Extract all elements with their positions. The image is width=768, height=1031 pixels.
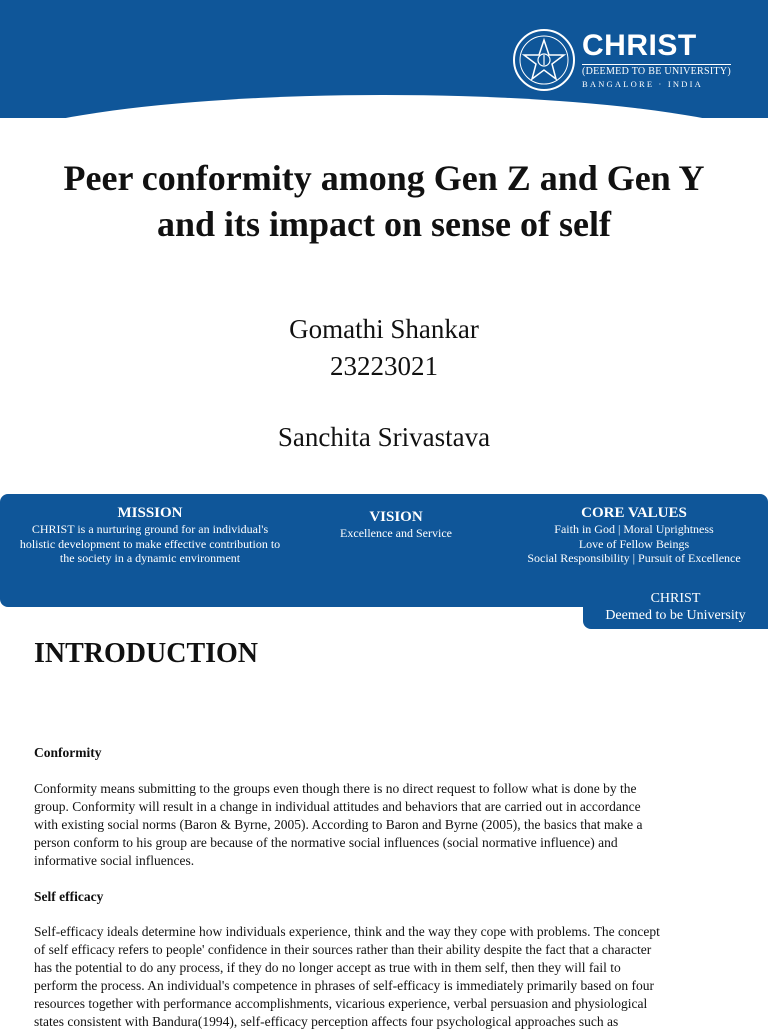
paragraph-line: Self-efficacy ideals determine how individuals experience, think and the way they cope with problems. The concept (34, 924, 660, 939)
mission-block (0, 504, 300, 566)
core-values-block (504, 504, 764, 566)
paragraph-line: informative social influences. (34, 853, 195, 868)
vision-text: Excellence and Service (340, 526, 452, 540)
paragraph-line: of self efficacy refers to people' confidence in their sources rather than their ability despite the fact that a character (34, 942, 652, 957)
author-name-second: Sanchita Srivastava (277, 422, 491, 452)
core-values-heading: CORE VALUES (581, 505, 687, 521)
self-efficacy-paragraph (34, 923, 734, 1031)
conformity-heading: Conformity (34, 745, 102, 760)
author-name: Gomathi Shankar (289, 314, 479, 344)
mission-line: holistic development to make effective contribution to (19, 536, 281, 551)
paragraph-line: group. Conformity will result in a change in individual attitudes and behaviors that are carried out in accordance (34, 799, 641, 814)
title-line: and its impact on sense of self (156, 204, 611, 244)
mission-line: the society in a dynamic environment (59, 551, 241, 565)
paragraph-line: states consistent with Bandura(1994), self-efficacy perception affects four psychological approaches such as (34, 1014, 619, 1029)
paragraph-line: has the potential to do any process, if they do no longer accept as true with in them self, then they will fail to (34, 960, 621, 975)
core-values-line: Love of Fellow Beings (578, 536, 690, 551)
tag-line: Deemed to be University (605, 608, 746, 623)
title-line: Peer conformity among Gen Z and Gen Y (63, 158, 705, 198)
tag-line: CHRIST (650, 591, 701, 606)
mission-line: CHRIST is a nurturing ground for an individual's (31, 522, 269, 536)
paragraph-line: perform the process. An individual's competence in phrases of self-efficacy is immediately primarily based on four (34, 978, 654, 993)
introduction-heading: INTRODUCTION (34, 638, 259, 669)
logo-subtitle: (DEEMED TO BE UNIVERSITY) (582, 65, 732, 77)
paragraph-line: resources together with performance accomplishments, vicarious experience, verbal persuasion and physiological (34, 996, 648, 1011)
paragraph-line: person conform to his group are because of the normative social influences (social normative influence) and (34, 835, 618, 850)
vision-heading: VISION (369, 509, 423, 525)
university-tag (583, 587, 768, 629)
university-logo (512, 28, 731, 92)
author-id: 23223021 (330, 351, 438, 381)
page-title (0, 155, 768, 247)
conformity-paragraph (34, 780, 734, 870)
self-efficacy-heading: Self efficacy (34, 889, 104, 904)
vision-block (316, 508, 476, 541)
logo-location: BANGALORE · INDIA (582, 78, 703, 89)
paragraph-line: Conformity means submitting to the groups even though there is no direct request to follow what is done by the (34, 781, 637, 796)
core-values-line: Social Responsibility | Pursuit of Excellence (527, 551, 741, 565)
paragraph-line: with existing social norms (Baron & Byrne, 2005). According to Baron and Byrne (2005), the basics that make a (34, 817, 643, 832)
logo-name: CHRIST (582, 28, 697, 62)
core-values-line: Faith in God | Moral Uprightness (554, 522, 714, 536)
university-seal-icon (512, 28, 576, 92)
mission-heading: MISSION (117, 505, 183, 521)
